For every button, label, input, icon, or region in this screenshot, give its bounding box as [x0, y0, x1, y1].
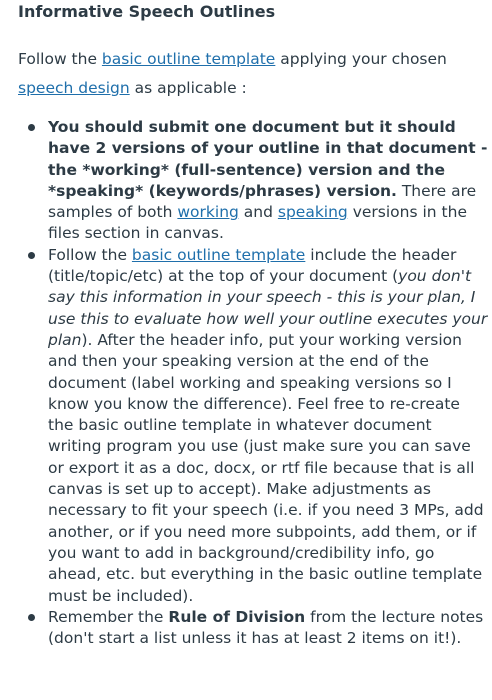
item-text: ). After the header info, put your working version and then your speaking version at the end of the document (label working and speaking versions so I know you know the difference). Feel free to re-create the basic outline template in whatever document writing program you use (just make sure you can save or export it as a doc, docx, or rtf file because that is all canvas is set up to accept). Make adjustments as necessary to fit your speech (i.e. if you need 3 MPs, add another, or if you need more subpoints, add them, or if you want to add in background/credibility info, go ahead, etc. but everything in the basic outline template must be included). [48, 330, 484, 605]
intro-text: applying your chosen [275, 50, 447, 68]
page-title: Informative Speech Outlines [18, 2, 276, 21]
bullet-icon [28, 252, 35, 259]
intro-text: Follow the [18, 50, 102, 68]
intro-text: as applicable : [129, 79, 247, 97]
instruction-list [18, 117, 488, 649]
bold-text: You should submit one document but it should have 2 versions of your outline in that document - the *working* (full-sentence) version and the *speaking* (keywords/phrases) version. [48, 118, 488, 200]
italic-text: you don't say this information in your speech - this is your plan, I use this to evaluate how well your outline executes your plan [48, 267, 488, 349]
item-text: Follow the [48, 245, 132, 264]
item-text: include the header (title/topic/etc) at the top of your document ( [48, 245, 457, 286]
working-sample-link[interactable]: working [177, 203, 239, 222]
bold-text: Rule of Division [168, 607, 306, 626]
basic-outline-template-link[interactable]: basic outline template [101, 50, 276, 68]
list-item [48, 117, 488, 245]
intro-paragraph [18, 45, 478, 103]
item-text: from the lecture notes (don't start a list unless it has at least 2 items on it!). [48, 607, 484, 648]
bullet-icon [28, 614, 35, 621]
item-text: There are samples of both [48, 181, 477, 222]
item-text: Remember the [48, 607, 169, 626]
bullet-icon [28, 124, 35, 131]
speaking-sample-link[interactable]: speaking [277, 203, 348, 222]
list-item [48, 245, 488, 607]
list-item [48, 607, 488, 650]
speech-design-link[interactable]: speech design [18, 79, 130, 97]
basic-outline-template-link[interactable]: basic outline template [131, 245, 306, 264]
item-text: and [238, 203, 278, 222]
item-text: versions in the files section in canvas. [48, 203, 467, 243]
